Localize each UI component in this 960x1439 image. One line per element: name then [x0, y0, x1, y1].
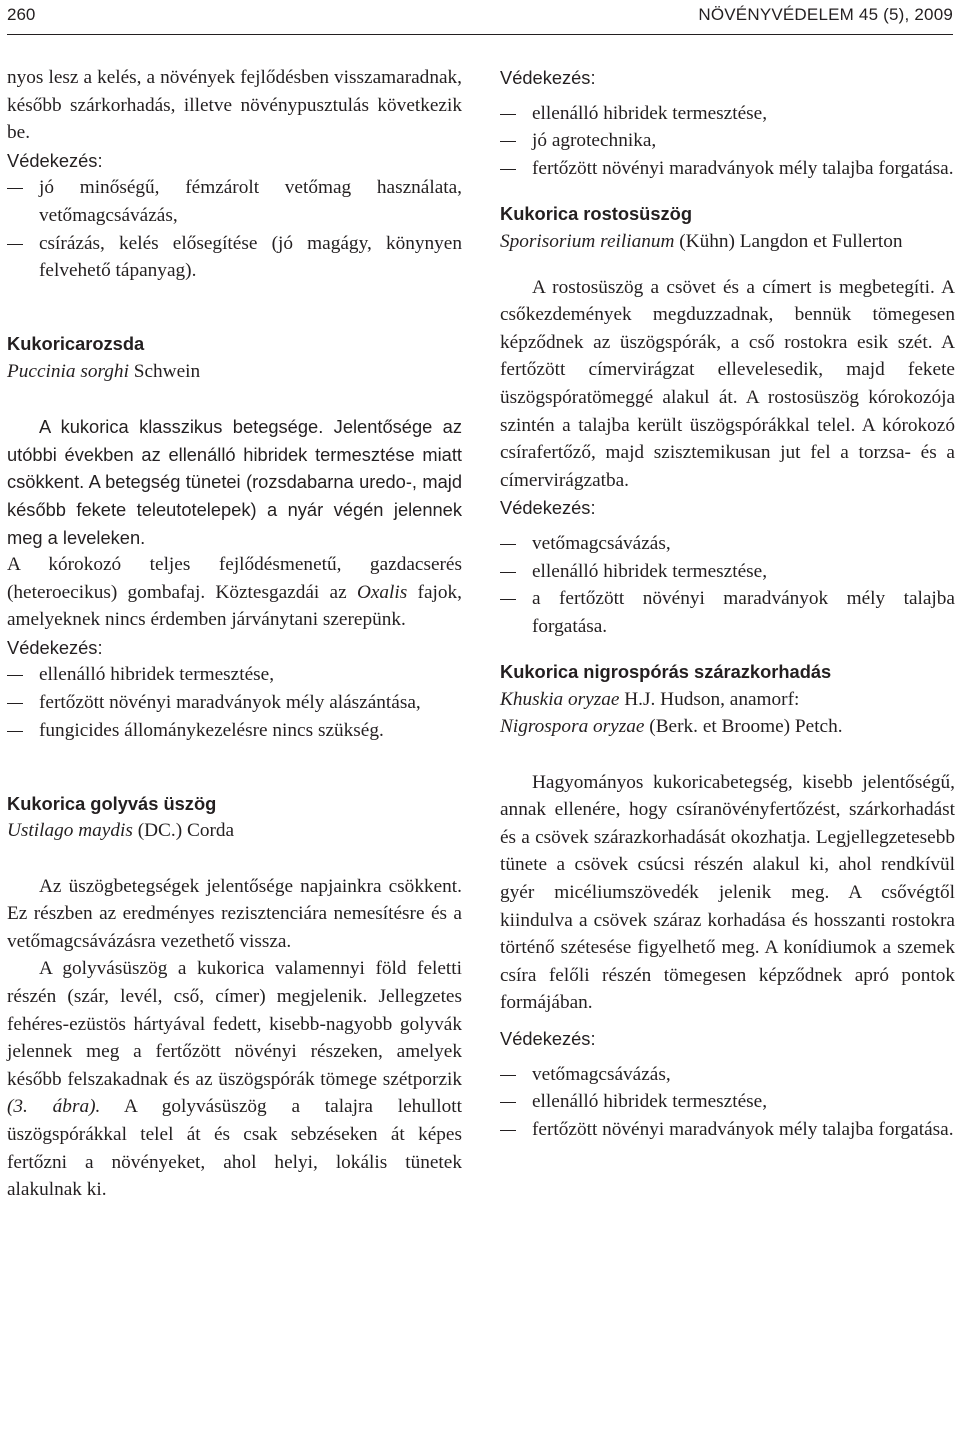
list-item: vetőmagcsávázás,: [500, 1061, 955, 1089]
vedekezes-list: [7, 661, 462, 744]
list-item: a fertőzött növényi maradványok mély talajba forgatása.: [500, 585, 955, 640]
vedekezes-label: Védekezés:: [500, 67, 596, 88]
vedekezes-list: [500, 1061, 955, 1144]
section-title-nigrosporas: Kukorica nigrospórás szárazkorhadás: [500, 661, 832, 683]
list-item: fertőzött növényi maradványok mély talajba forgatása.: [500, 155, 955, 183]
species-name: Puccinia sorghi Schwein: [7, 360, 201, 382]
species-name: Khuskia oryzae H.J. Hudson, anamorf:: [500, 688, 800, 710]
species-name: Ustilago maydis (DC.) Corda: [7, 820, 235, 842]
list-item: ellenálló hibridek termesztése,: [500, 100, 955, 128]
paragraph: Hagyományos kukoricabetegség, kisebb jelentőségű, annak ellenére, hogy csíranövényfertőzést, szárkorhadást és a csövek szárazkorhadását okozhatja. Legjellegzetesebb tünete a csövek csúcsi részén alakul ki, ahol rendkívül gyér micéliumszövedék jelenik meg. A csővégtől kiindulva a csövek száraz korhadása és hosszanti rostokra történő szétesése figyelhető meg. A konídiumok a szemek csíra felőli részén tömegesen képződnek apró pontok formájában.: [500, 771, 955, 1014]
vedekezes-list: [500, 100, 955, 183]
vedekezes-label: Védekezés:: [7, 636, 103, 658]
list-item: ellenálló hibridek termesztése,: [500, 558, 955, 586]
figure-reference: (3. ábra).: [7, 1096, 101, 1118]
section-title-golyvas-uszog: Kukorica golyvás üszög: [7, 792, 217, 814]
intro-paragraph: nyos lesz a kelés, a növények fejlődésben visszamaradnak, később szárkorhadás, illetve növénypusztulás következik be.: [7, 67, 462, 144]
species-name-anamorph: Nigrospora oryzae (Berk. et Broome) Petch.: [500, 716, 843, 738]
page-number: 260: [7, 5, 36, 24]
vedekezes-label: Védekezés:: [500, 1028, 596, 1049]
list-item: jó minőségű, fémzárolt vetőmag használata, vetőmagcsávázás,: [7, 174, 462, 229]
vedekezes-label: Védekezés:: [500, 497, 596, 519]
left-column: [7, 64, 462, 1204]
vedekezes-list: [7, 174, 462, 284]
journal-title: NÖVÉNYVÉDELEM 45 (5), 2009: [698, 5, 953, 24]
list-item: vetőmagcsávázás,: [500, 530, 955, 558]
list-item: ellenálló hibridek termesztése,: [7, 661, 462, 689]
list-item: fertőzött növényi maradványok mély alászántása,: [7, 689, 462, 717]
paragraph: Az üszögbetegségek jelentősége napjainkra csökkent. Ez részben az eredményes rezisztenciára nemesítésre és a vetőmagcsávázásra vezethető vissza.: [7, 875, 462, 952]
list-item: fungicides állománykezelésre nincs szükség.: [7, 717, 462, 745]
paragraph: A kórokozó teljes fejlődésmenetű, gazdacserés (heteroecikus) gombafaj. Köztesgazdái az Oxalis fajok, amelyeknek nincs érdemben járványtani szerepünk.: [7, 554, 462, 631]
list-item: csírázás, kelés elősegítése (jó magágy, könynyen felvehető tápanyag).: [7, 230, 462, 285]
paragraph: A rostosüszög a csövet és a címert is megbetegíti. A csőkezdemények megduzzadnak, bennük tömegesen képződnek az üszögspórák, a cső rostokra esik szét. A fertőzött címervirágzat ellevelesedik, majd fekete üszögspóratömeggé alakul át. A rostosüszög kórokozója szintén a talajba került üszögspórákkal telel. A kórokozó csírafertőző, majd szisztemikusan jut fel a torzsa- és a címervirágzatba.: [500, 276, 955, 491]
species-name: Sporisorium reilianum (Kühn) Langdon et Fullerton: [500, 230, 903, 252]
vedekezes-list: [500, 530, 955, 640]
section-title-rostosuszog: Kukorica rostosüszög: [500, 203, 692, 225]
list-item: jó agrotechnika,: [500, 127, 955, 155]
right-column: [500, 64, 955, 1143]
paragraph: A kukorica klasszikus betegsége. Jelentősége az utóbbi években az ellenálló hibridek termesztése miatt csökkent. A betegség tünetei (rozsdabarna uredo-, majd később fekete teleutotelepek) a nyár végén jelennek meg a leveleken.: [7, 416, 462, 548]
list-item: fertőzött növényi maradványok mély talajba forgatása.: [500, 1116, 955, 1144]
running-header: [7, 0, 953, 34]
paragraph: A golyvásüszög a kukorica valamennyi föld feletti részén (szár, levél, cső, címer) megjelenik. Jellegzetes fehéres-ezüstös hártyával fedett, kisebb-nagyobb golyvák jelennek meg a fertőzött növényi részeken, amelyek később felszakadnak és az üszögspórák tömege szétporzik (3. ábra). A golyvásüszög a talajra lehullott üszögspórákkal telel át és csak sebzéseken át képes fertőzni a növényeket, ahol helyi, lokális tünetek alakulnak ki.: [7, 958, 462, 1201]
section-title-kukoricarozsda: Kukoricarozsda: [7, 333, 145, 355]
vedekezes-label: Védekezés:: [7, 149, 103, 171]
list-item: ellenálló hibridek termesztése,: [500, 1088, 955, 1116]
header-rule: [7, 34, 953, 35]
